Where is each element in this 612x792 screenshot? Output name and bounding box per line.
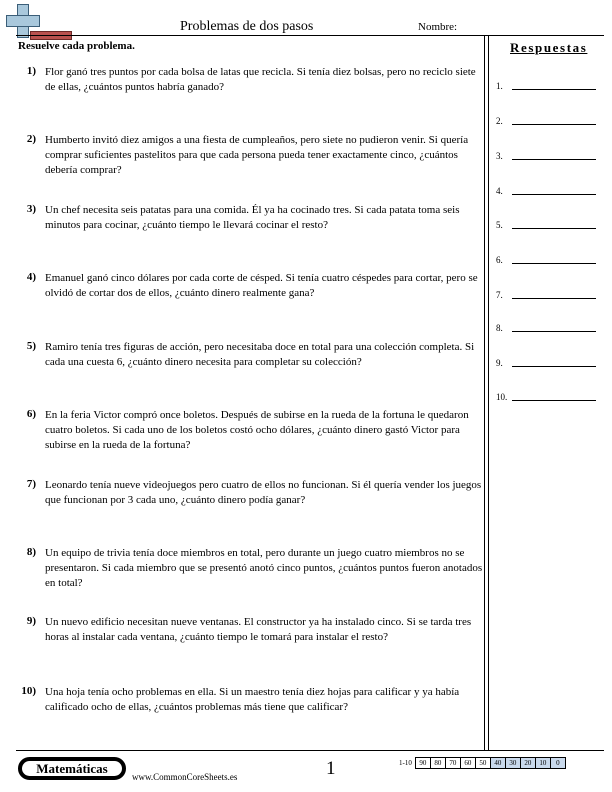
- score-cell: 60: [460, 757, 476, 769]
- answer-blank[interactable]: [512, 194, 596, 195]
- answer-item: [496, 147, 596, 161]
- answer-item: [496, 182, 596, 196]
- answer-item: [496, 251, 596, 265]
- answer-item: [496, 319, 596, 333]
- problem-number: 1): [26, 65, 36, 77]
- score-cell: 70: [445, 757, 461, 769]
- score-cell: 10: [535, 757, 551, 769]
- answer-item: [496, 77, 596, 91]
- answer-blank[interactable]: [512, 89, 596, 90]
- answers-title: Respuestas: [510, 40, 588, 55]
- answer-number: 4.: [496, 186, 503, 196]
- score-table: [396, 757, 566, 769]
- problem-text: Ramiro tenía tres figuras de acción, pero necesitaba doce en total para una colección completa. Si cada una cuesta 6, ¿cuánto dinero necesita para completar su colección?: [45, 341, 475, 368]
- answer-blank[interactable]: [512, 331, 596, 332]
- instructions: Resuelve cada problema.: [18, 40, 135, 52]
- score-cell: 50: [475, 757, 491, 769]
- problem-number: 8): [26, 546, 36, 558]
- score-cell: 40: [490, 757, 506, 769]
- problem-number: 3): [26, 203, 36, 215]
- answer-number: 5.: [496, 220, 503, 230]
- problem-number: 7): [26, 478, 36, 490]
- score-cell: 30: [505, 757, 521, 769]
- answer-number: 10.: [496, 392, 508, 402]
- answer-blank[interactable]: [512, 366, 596, 367]
- problem-text: Un equipo de trivia tenía doce miembros en total, pero durante un juego cuatro miembros no se presentaron. Si cada miembro que se presentó anotó cinco puntos, ¿cuántos puntos fueron anotados en total?: [45, 547, 483, 589]
- footer-divider: [16, 750, 604, 751]
- answer-blank[interactable]: [512, 159, 596, 160]
- answer-item: [496, 216, 596, 230]
- brand-label: Matemáticas: [22, 761, 122, 776]
- answer-blank[interactable]: [512, 298, 596, 299]
- problem-text: Emanuel ganó cinco dólares por cada corte de césped. Si tenía cuatro céspedes para cortar, pero se olvidó de cortar dos de ellos, ¿cuánto dinero realmente gana?: [45, 272, 478, 299]
- problem-text: Una hoja tenía ocho problemas en ella. Si un maestro tenía diez hojas para calificar y ya había calificado ocho de ellas, ¿cuántos problemas más tiene que calificar?: [45, 686, 460, 713]
- answer-number: 9.: [496, 358, 503, 368]
- logo-icon: [4, 4, 44, 38]
- score-cell: 0: [550, 757, 566, 769]
- problem-number: 6): [26, 408, 36, 420]
- problem-text: Un chef necesita seis patatas para una comida. Él ya ha cocinado tres. Si cada patata toma seis minutos para cocinar, ¿cuánto tiempo le llevará cocinar el resto?: [45, 204, 460, 231]
- page-title: Problemas de dos pasos: [180, 19, 314, 34]
- score-cell: 90: [415, 757, 431, 769]
- brand-badge: [18, 757, 126, 780]
- problem-text: Humberto invitó diez amigos a una fiesta de cumpleaños, pero siete no pudieron venir. Si quería comprar suficientes pastelitos para que cada persona pueda tener exactamente cinco, ¿cuántos debería comprar?: [45, 134, 469, 176]
- answer-item: [496, 354, 596, 368]
- answer-number: 6.: [496, 255, 503, 265]
- name-label: Nombre:: [418, 21, 458, 33]
- problem-text: Leonardo tenía nueve videojuegos pero cuatro de ellos no funcionan. Si él quería vender los juegos que funcionan por 3 cada uno, ¿cuánto dinero podía ganar?: [45, 479, 482, 506]
- score-cell: 20: [520, 757, 536, 769]
- problem-number: 9): [26, 615, 36, 627]
- problem-number: 2): [26, 133, 36, 145]
- answer-number: 1.: [496, 81, 503, 91]
- answer-blank[interactable]: [512, 263, 596, 264]
- answer-number: 8.: [496, 323, 503, 333]
- answer-number: 7.: [496, 290, 503, 300]
- problem-number: 4): [26, 271, 36, 283]
- page-number: 1: [326, 758, 336, 779]
- score-cell: 80: [430, 757, 446, 769]
- answer-item: [496, 112, 596, 126]
- answer-item: [496, 286, 596, 300]
- answer-number: 3.: [496, 151, 503, 161]
- header-divider: [16, 35, 604, 36]
- problem-text: En la feria Victor compró once boletos. Después de subirse en la rueda de la fortuna le quedaron cuatro boletos. Si cada uno de los boletos costó ocho dólares, ¿cuánto dinero gastó Victor para subirse en la rueda de la fortuna?: [45, 409, 469, 451]
- answer-blank[interactable]: [512, 124, 596, 125]
- site-url: www.CommonCoreSheets.es: [132, 772, 238, 782]
- score-range-label: 1-10: [399, 759, 412, 767]
- problem-number: 10): [21, 685, 36, 697]
- answer-blank[interactable]: [512, 400, 596, 401]
- answer-item: [496, 388, 596, 402]
- problem-number: 5): [26, 340, 36, 352]
- problem-text: Un nuevo edificio necesitan nueve ventanas. El constructor ya ha instalado cinco. Si se tarda tres horas al instalar cada ventana, ¿cuánto tiempo le tomará para instalar el resto?: [45, 616, 472, 643]
- answer-blank[interactable]: [512, 228, 596, 229]
- problem-text: Flor ganó tres puntos por cada bolsa de latas que recicla. Si tenía diez bolsas, pero no reciclo siete de ellas, ¿cuántos puntos habría ganado?: [45, 66, 476, 93]
- answer-number: 2.: [496, 116, 503, 126]
